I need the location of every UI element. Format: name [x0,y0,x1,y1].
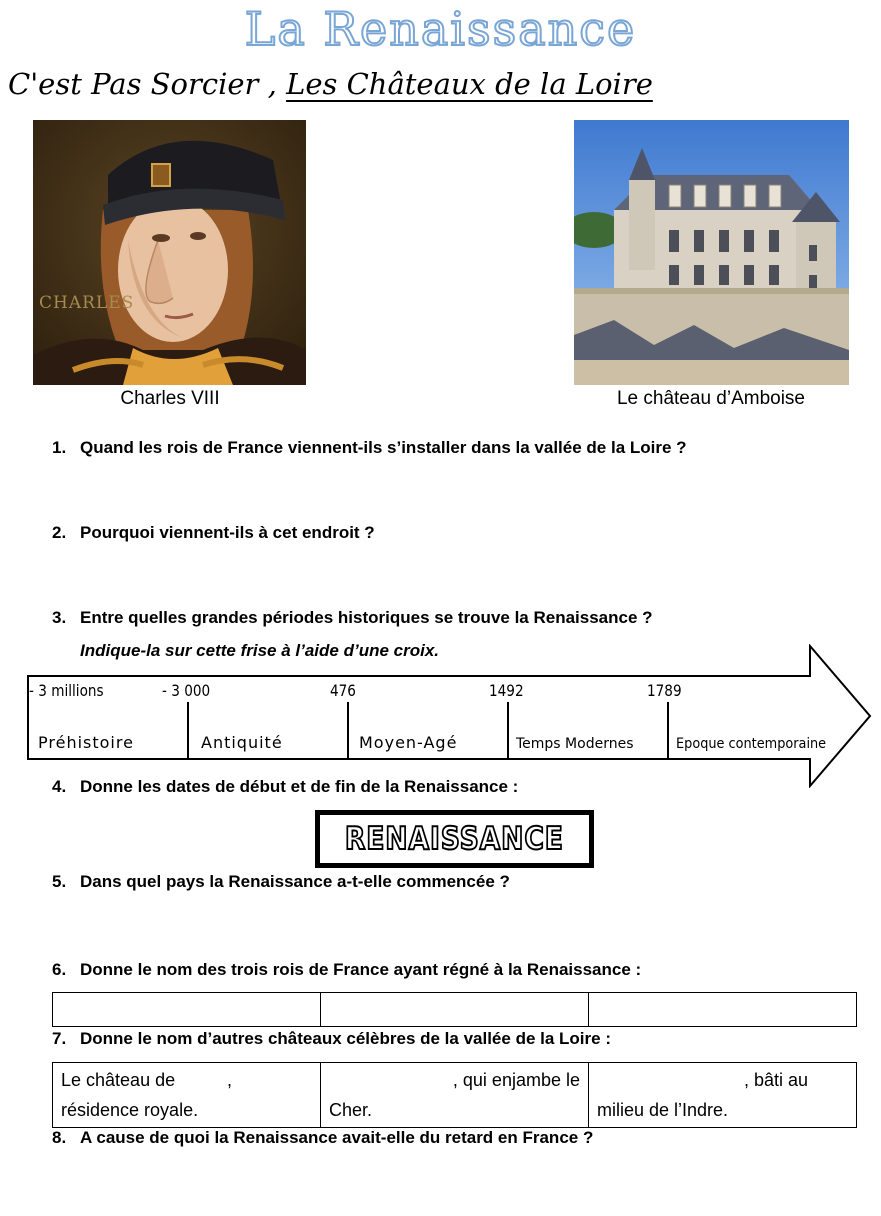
timeline-period: Antiquité [201,733,283,752]
subtitle-underlined: Les Châteaux de la Loire [286,67,653,101]
chateau-line1-right: , qui enjambe le [452,1070,580,1090]
question-1 [52,438,687,458]
question-text: Donne le nom d’autres châteaux célèbres de la vallée de la Loire : [80,1029,611,1048]
question-text: Dans quel pays la Renaissance a-t-elle commencée ? [80,872,510,891]
chateau-line2: résidence royale. [61,1100,199,1120]
chateau-answer-cell[interactable] [589,1063,857,1128]
charles-viii-caption: Charles VIII [120,388,220,409]
timeline-date: - 3 000 [162,681,211,700]
page-subtitle [8,64,873,104]
chateau-answer-cell[interactable] [53,1063,321,1128]
timeline-date: 476 [330,681,356,700]
chateaux-answer-table [52,1062,857,1128]
question-number: 1. [52,438,67,457]
charles-viii-portrait [33,120,306,385]
chateau-line1-right: , bâti au [743,1070,808,1090]
chateau-line1-right: , [226,1070,232,1090]
timeline-period: Moyen-Agé [359,733,458,752]
page-title: La Renaissance [244,2,637,56]
timeline-date: - 3 millions [29,681,104,700]
question-number: 2. [52,523,67,542]
question-text: A cause de quoi la Renaissance avait-elle du retard en France ? [80,1128,594,1147]
question-2 [52,523,375,543]
chateau-line2: milieu de l’Indre. [597,1100,729,1120]
question-number: 6. [52,960,67,979]
question-number: 8. [52,1128,67,1147]
question-text: Donne les dates de début et de fin de la Renaissance : [80,777,519,796]
kings-answer-table [52,992,857,1027]
question-text: Donne le nom des trois rois de France ayant régné à la Renaissance : [80,960,642,979]
question-text: Quand les rois de France viennent-ils s’installer dans la vallée de la Loire ? [80,438,687,457]
question-3 [52,608,653,628]
question-4 [52,777,518,797]
timeline-period: Temps Modernes [516,736,634,752]
question-6 [52,960,641,980]
portrait-illustration [33,120,306,385]
chateau-line2: Cher. [329,1100,373,1120]
king-answer-cell[interactable] [321,993,589,1027]
question-number: 3. [52,608,67,627]
question-8 [52,1128,593,1148]
subtitle-prefix: C'est Pas Sorcier , [8,67,277,101]
timeline-period: Epoque contemporaine [676,736,827,752]
chateau-line1-left: Le château de [61,1070,176,1090]
chateau-illustration [574,120,849,385]
king-answer-cell[interactable] [53,993,321,1027]
renaissance-label-box [315,810,594,868]
timeline-period: Préhistoire [38,733,134,752]
timeline-date: 1492 [489,681,524,700]
question-5 [52,872,510,892]
chateau-amboise-caption: Le château d’Amboise [616,388,805,409]
question-text: Pourquoi viennent-ils à cet endroit ? [80,523,375,542]
question-3-instruction: Indique-la sur cette frise à l’aide d’une croix. [80,641,439,660]
king-answer-cell[interactable] [589,993,857,1027]
chateau-amboise-photo [574,120,849,385]
question-number: 5. [52,872,67,891]
question-number: 4. [52,777,67,796]
timeline-date: 1789 [647,681,682,700]
question-number: 7. [52,1029,67,1048]
timeline-frieze [20,644,876,788]
question-7 [52,1029,611,1049]
renaissance-label: RENAISSANCE [344,821,564,857]
chateau-answer-cell[interactable] [321,1063,589,1128]
portrait-inscription: CHARLES [39,293,135,313]
question-text: Entre quelles grandes périodes historiques se trouve la Renaissance ? [80,608,653,627]
